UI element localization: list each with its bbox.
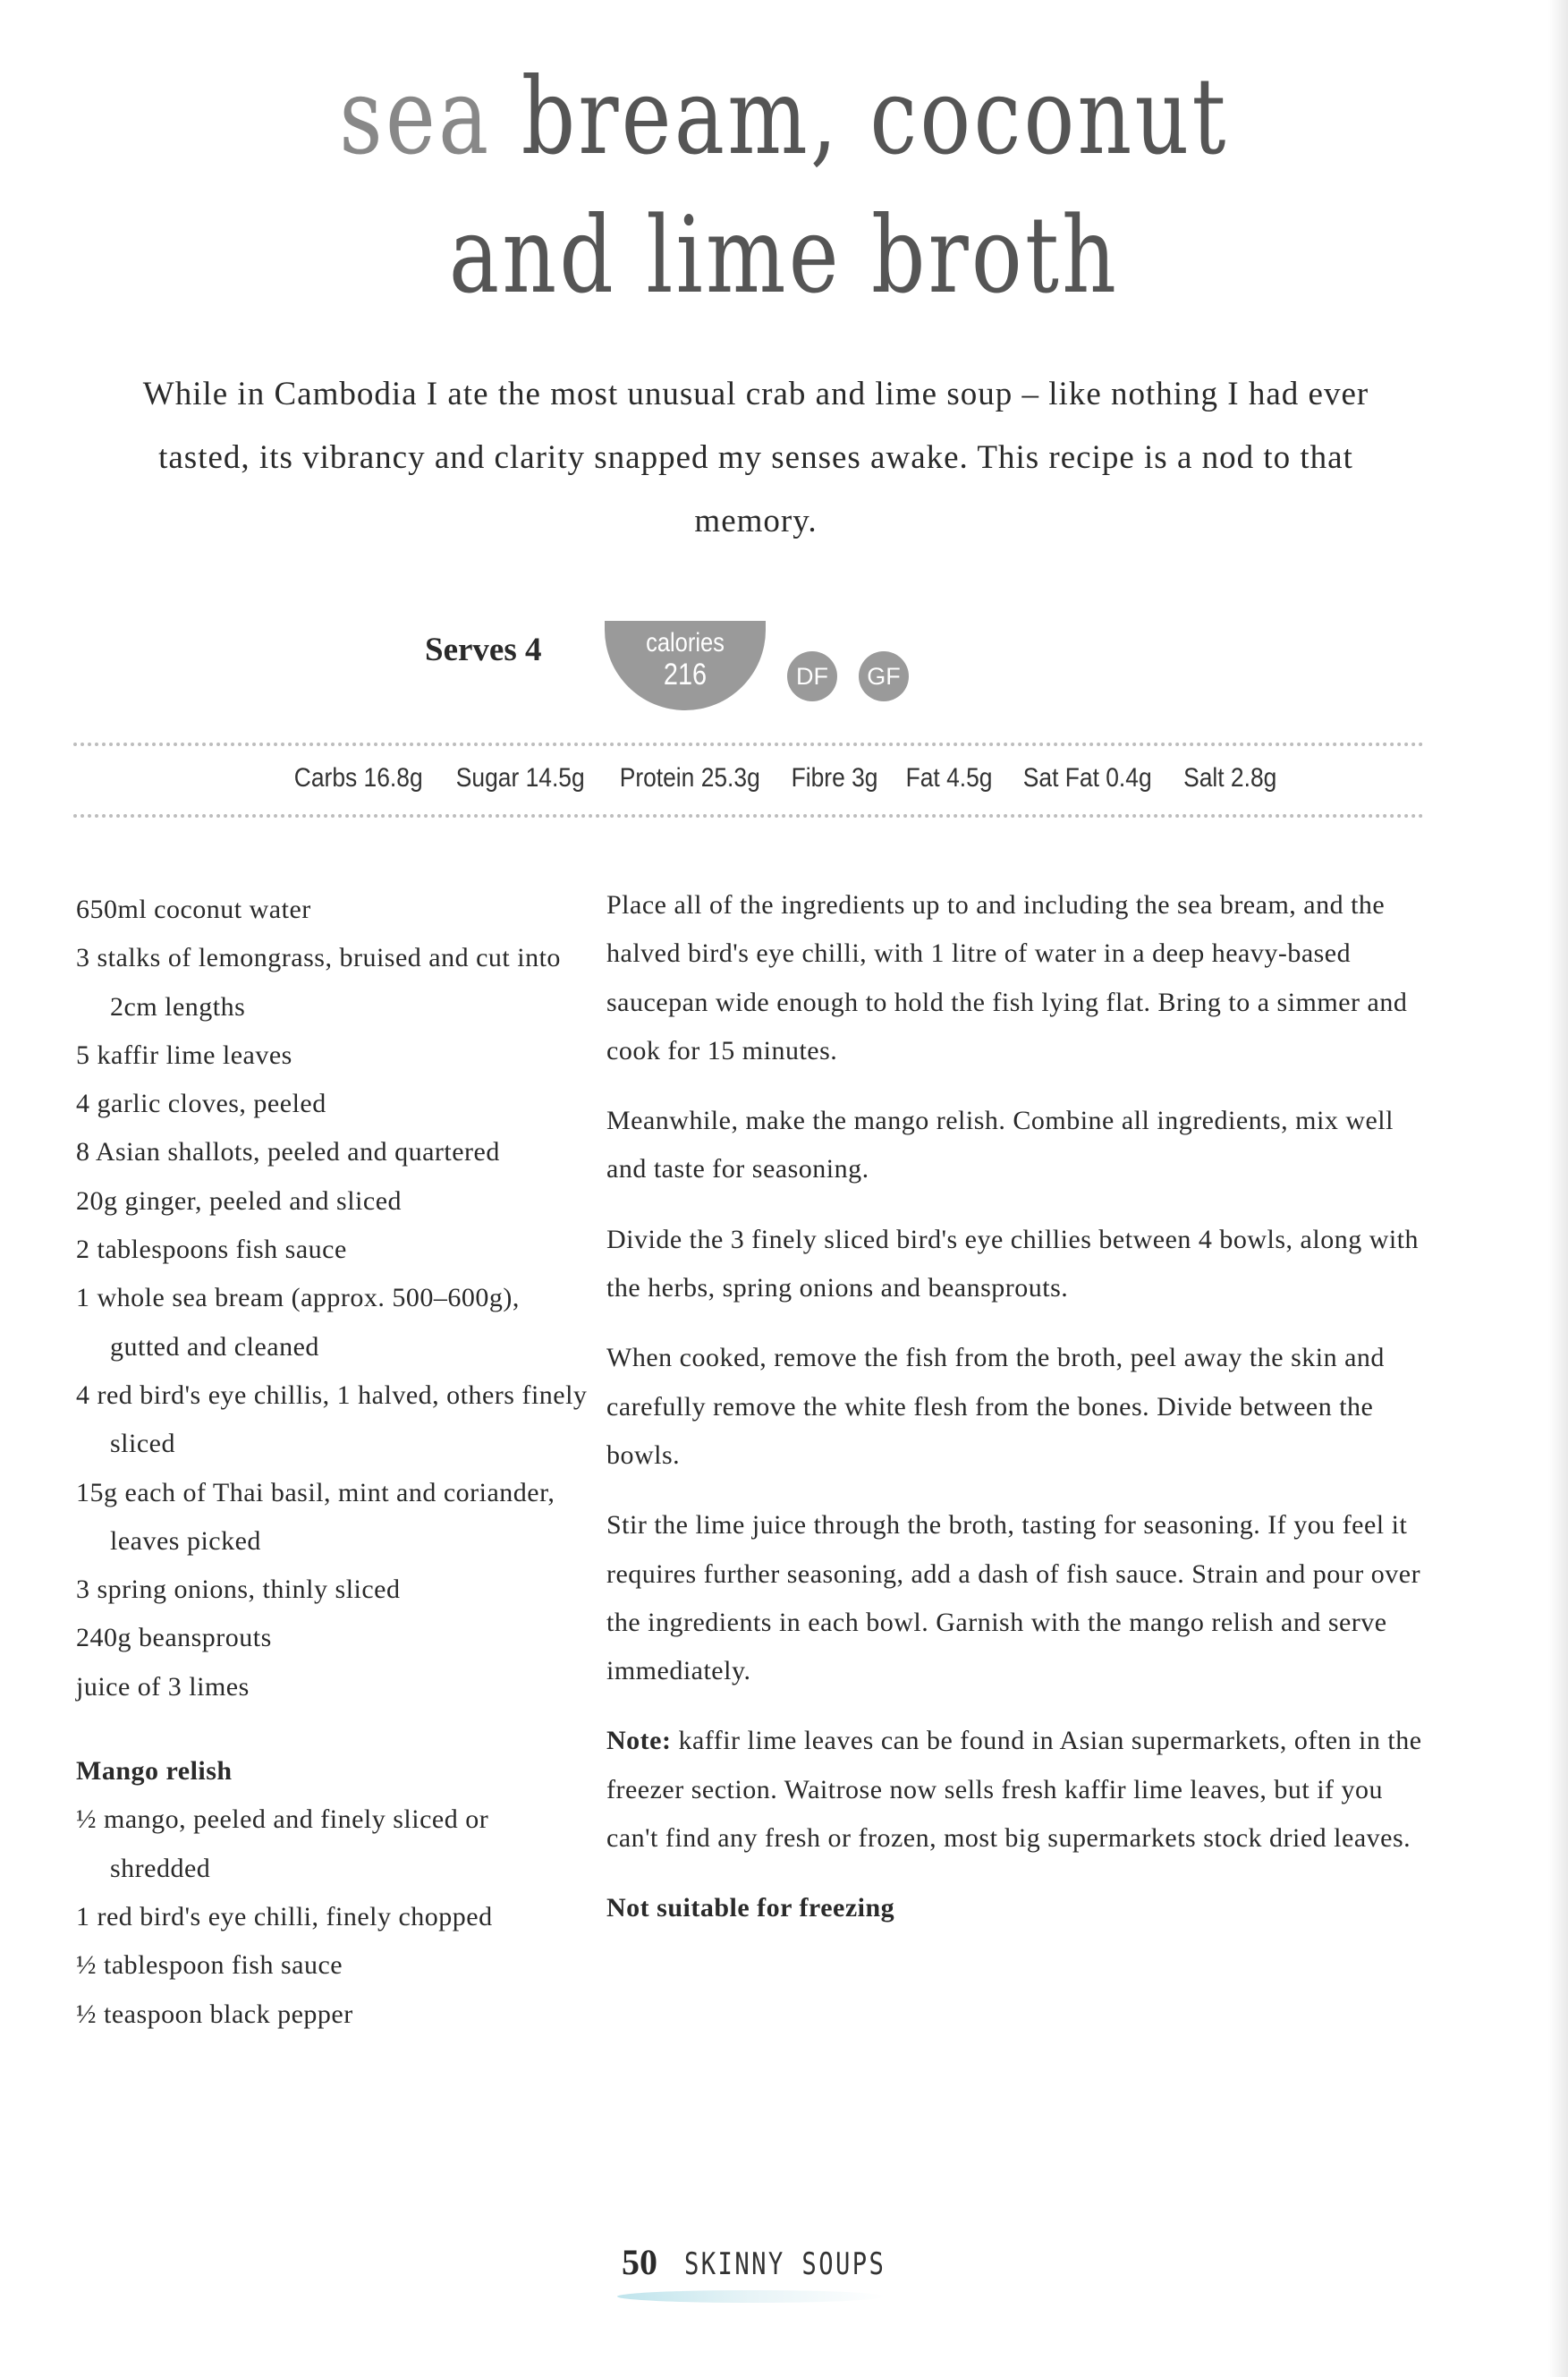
relish-ingredient: ½ mango, peeled and finely sliced or shredded xyxy=(76,1804,489,1883)
relish-ingredient: 1 red bird's eye chilli, finely chopped xyxy=(76,1901,493,1931)
calories-value: 216 xyxy=(663,658,708,692)
ingredient: 1 whole sea bream (approx. 500–600g), gutted and cleaned xyxy=(76,1283,520,1362)
calories-badge xyxy=(605,621,766,710)
nutrition-item: Sat Fat 0.4g xyxy=(1023,763,1152,793)
serves: Serves 4 xyxy=(425,632,542,668)
page-footer xyxy=(622,2241,937,2283)
page-edge-shadow xyxy=(1548,0,1568,2377)
note xyxy=(606,1717,1429,1863)
divider xyxy=(73,814,1424,818)
method-step: Divide the 3 finely sliced bird's eye chillies between 4 bowls, along with the herbs, spring onions and beansprouts. xyxy=(606,1224,1420,1303)
note-label: Note: xyxy=(606,1726,672,1756)
relish-ingredient: ½ tablespoon fish sauce xyxy=(76,1950,343,1981)
ingredient: 650ml coconut water xyxy=(76,895,311,924)
method-step: When cooked, remove the fish from the broth, peel away the skin and carefully remove the white flesh from the bones. Divide between the bowls. xyxy=(606,1343,1385,1470)
ingredient: 15g each of Thai basil, mint and coriander, leaves picked xyxy=(76,1477,555,1556)
note-text: kaffir lime leaves can be found in Asian supermarkets, often in the freezer section. Waitrose now sells fresh kaffir lime leaves, but if you can't find any fresh or frozen, most big supermarkets stock dried leaves. xyxy=(606,1726,1422,1854)
title-word: sea xyxy=(339,55,492,178)
nutrition-item: Fat 4.5g xyxy=(905,763,993,793)
relish-heading: Mango relish xyxy=(76,1756,233,1787)
ingredient: 240g beansprouts xyxy=(76,1623,272,1653)
divider xyxy=(73,743,1424,746)
recipe-title-line-1 xyxy=(157,54,1411,179)
ingredient: 2 tablespoons fish sauce xyxy=(76,1235,347,1265)
intro-text: While in Cambodia I ate the most unusual crab and lime soup – like nothing I had ever tasted, its vibrancy and clarity snapped my senses awake. This recipe is a nod to that memory. xyxy=(142,376,1369,539)
ingredient: 3 spring onions, thinly sliced xyxy=(76,1575,401,1605)
book-title: SKINNY SOUPS xyxy=(684,2246,886,2282)
method-step: Stir the lime juice through the broth, tasting for seasoning. If you feel it requires further seasoning, add a dash of fish sauce. Strain and pour over the ingredients in each bowl. Garnish with the mango relish and serve immediately. xyxy=(606,1510,1421,1686)
page-number: 50 xyxy=(622,2242,657,2282)
recipe-title-line-2: and lime broth xyxy=(448,193,1120,317)
ingredient: 3 stalks of lemongrass, bruised and cut into 2cm lengths xyxy=(76,943,561,1022)
nutrition-item: Fibre 3g xyxy=(791,763,878,793)
ingredients-list xyxy=(76,886,595,2039)
calories-label: calories xyxy=(646,628,725,658)
freezing-note: Not suitable for freezing xyxy=(606,1893,895,1923)
nutrition-item: Salt 2.8g xyxy=(1182,763,1277,793)
nutrition-info xyxy=(0,763,1568,794)
method-step: Meanwhile, make the mango relish. Combine all ingredients, mix well and taste for seasoning. xyxy=(606,1106,1394,1184)
ingredient: juice of 3 limes xyxy=(76,1671,250,1702)
nutrition-item: Carbs 16.8g xyxy=(293,763,423,793)
nutrition-item: Protein 25.3g xyxy=(619,763,760,793)
method-step: Place all of the ingredients up to and including the sea bream, and the halved bird's eye chilli, with 1 litre of water in a deep heavy-based saucepan wide enough to hold the fish lying flat. Bring to a simmer and cook for 15 minutes. xyxy=(606,890,1408,1065)
ingredient: 8 Asian shallots, peeled and quartered xyxy=(76,1137,500,1167)
title-text: bream, coconut xyxy=(521,55,1229,178)
ingredient: 4 red bird's eye chillis, 1 halved, others finely sliced xyxy=(76,1380,588,1459)
decorative-swash xyxy=(617,2290,886,2303)
nutrition-item: Sugar 14.5g xyxy=(456,763,585,793)
ingredient: 20g ginger, peeled and sliced xyxy=(76,1185,403,1216)
relish-ingredient: ½ teaspoon black pepper xyxy=(76,1999,353,2029)
method xyxy=(606,881,1429,1955)
ingredient: 5 kaffir lime leaves xyxy=(76,1040,292,1070)
ingredient: 4 garlic cloves, peeled xyxy=(76,1089,326,1119)
dairy-free-badge: DF xyxy=(787,651,837,701)
gluten-free-badge: GF xyxy=(859,651,909,701)
